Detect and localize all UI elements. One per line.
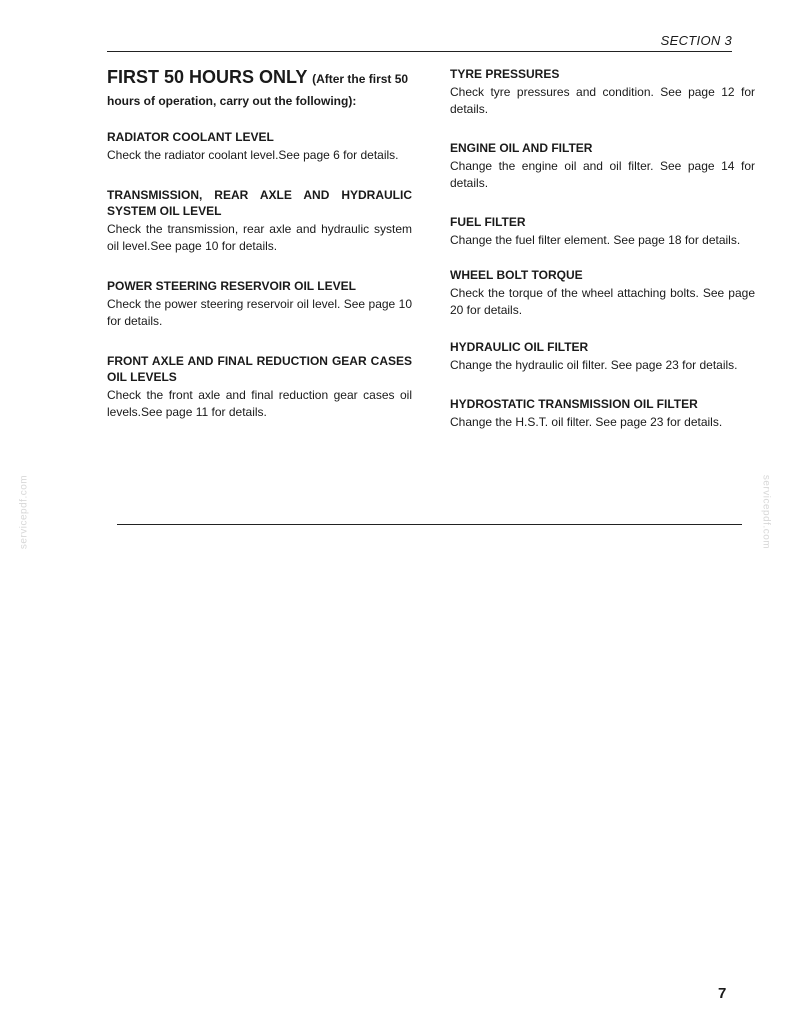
item-body: Check the transmission, rear axle and hydraulic system oil level.See page 10 for details. <box>107 222 412 253</box>
main-heading-note-continued: hours of operation, carry out the following): <box>107 94 357 108</box>
item-body: Check the radiator coolant level.See page 6 for details. <box>107 148 399 162</box>
item-body: Check the power steering reservoir oil level. See page 10 for details. <box>107 297 412 328</box>
item-title: HYDROSTATIC TRANSMISSION OIL FILTER <box>450 397 698 411</box>
maintenance-item <box>450 267 755 319</box>
main-heading-note: (After the first 50 <box>312 72 409 86</box>
item-title: FUEL FILTER <box>450 215 526 229</box>
item-title: ENGINE OIL AND FILTER <box>450 141 593 155</box>
item-title: RADIATOR COOLANT LEVEL <box>107 130 274 144</box>
item-title: HYDRAULIC OIL FILTER <box>450 340 589 354</box>
maintenance-item <box>107 129 412 164</box>
item-body: Check tyre pressures and condition. See page 12 for details. <box>450 85 755 116</box>
item-title: WHEEL BOLT TORQUE <box>450 268 583 282</box>
maintenance-item <box>107 278 412 330</box>
item-title: FRONT AXLE AND FINAL REDUCTION GEAR CASES OIL LEVELS <box>107 354 412 384</box>
maintenance-item <box>450 140 755 192</box>
maintenance-item <box>107 187 412 255</box>
item-title: TRANSMISSION, REAR AXLE AND HYDRAULIC SYSTEM OIL LEVEL <box>107 188 412 218</box>
maintenance-item <box>450 396 755 431</box>
item-title: POWER STEERING RESERVOIR OIL LEVEL <box>107 279 356 293</box>
section-label: SECTION 3 <box>660 33 732 48</box>
watermark-left: servicepdf.com <box>18 474 30 550</box>
header-rule <box>107 51 732 52</box>
page-number: 7 <box>718 985 727 1002</box>
main-heading-title: FIRST 50 HOURS ONLY <box>107 67 308 87</box>
right-column <box>450 66 755 431</box>
footer-rule <box>117 524 742 525</box>
item-body: Check the torque of the wheel attaching bolts. See page 20 for details. <box>450 286 755 317</box>
item-body: Change the hydraulic oil filter. See page 23 for details. <box>450 358 738 372</box>
maintenance-item <box>450 66 755 118</box>
main-heading <box>107 66 412 109</box>
item-body: Change the H.S.T. oil filter. See page 23 for details. <box>450 415 723 429</box>
left-column <box>107 66 412 421</box>
maintenance-item <box>450 214 755 249</box>
maintenance-item <box>450 339 755 374</box>
item-body: Check the front axle and final reduction gear cases oil levels.See page 11 for details. <box>107 388 412 419</box>
watermark-right: servicepdf.com <box>760 474 772 550</box>
item-body: Change the fuel filter element. See page 18 for details. <box>450 233 741 247</box>
item-title: TYRE PRESSURES <box>450 67 560 81</box>
item-body: Change the engine oil and oil filter. See page 14 for details. <box>450 159 755 190</box>
maintenance-item <box>107 353 412 421</box>
